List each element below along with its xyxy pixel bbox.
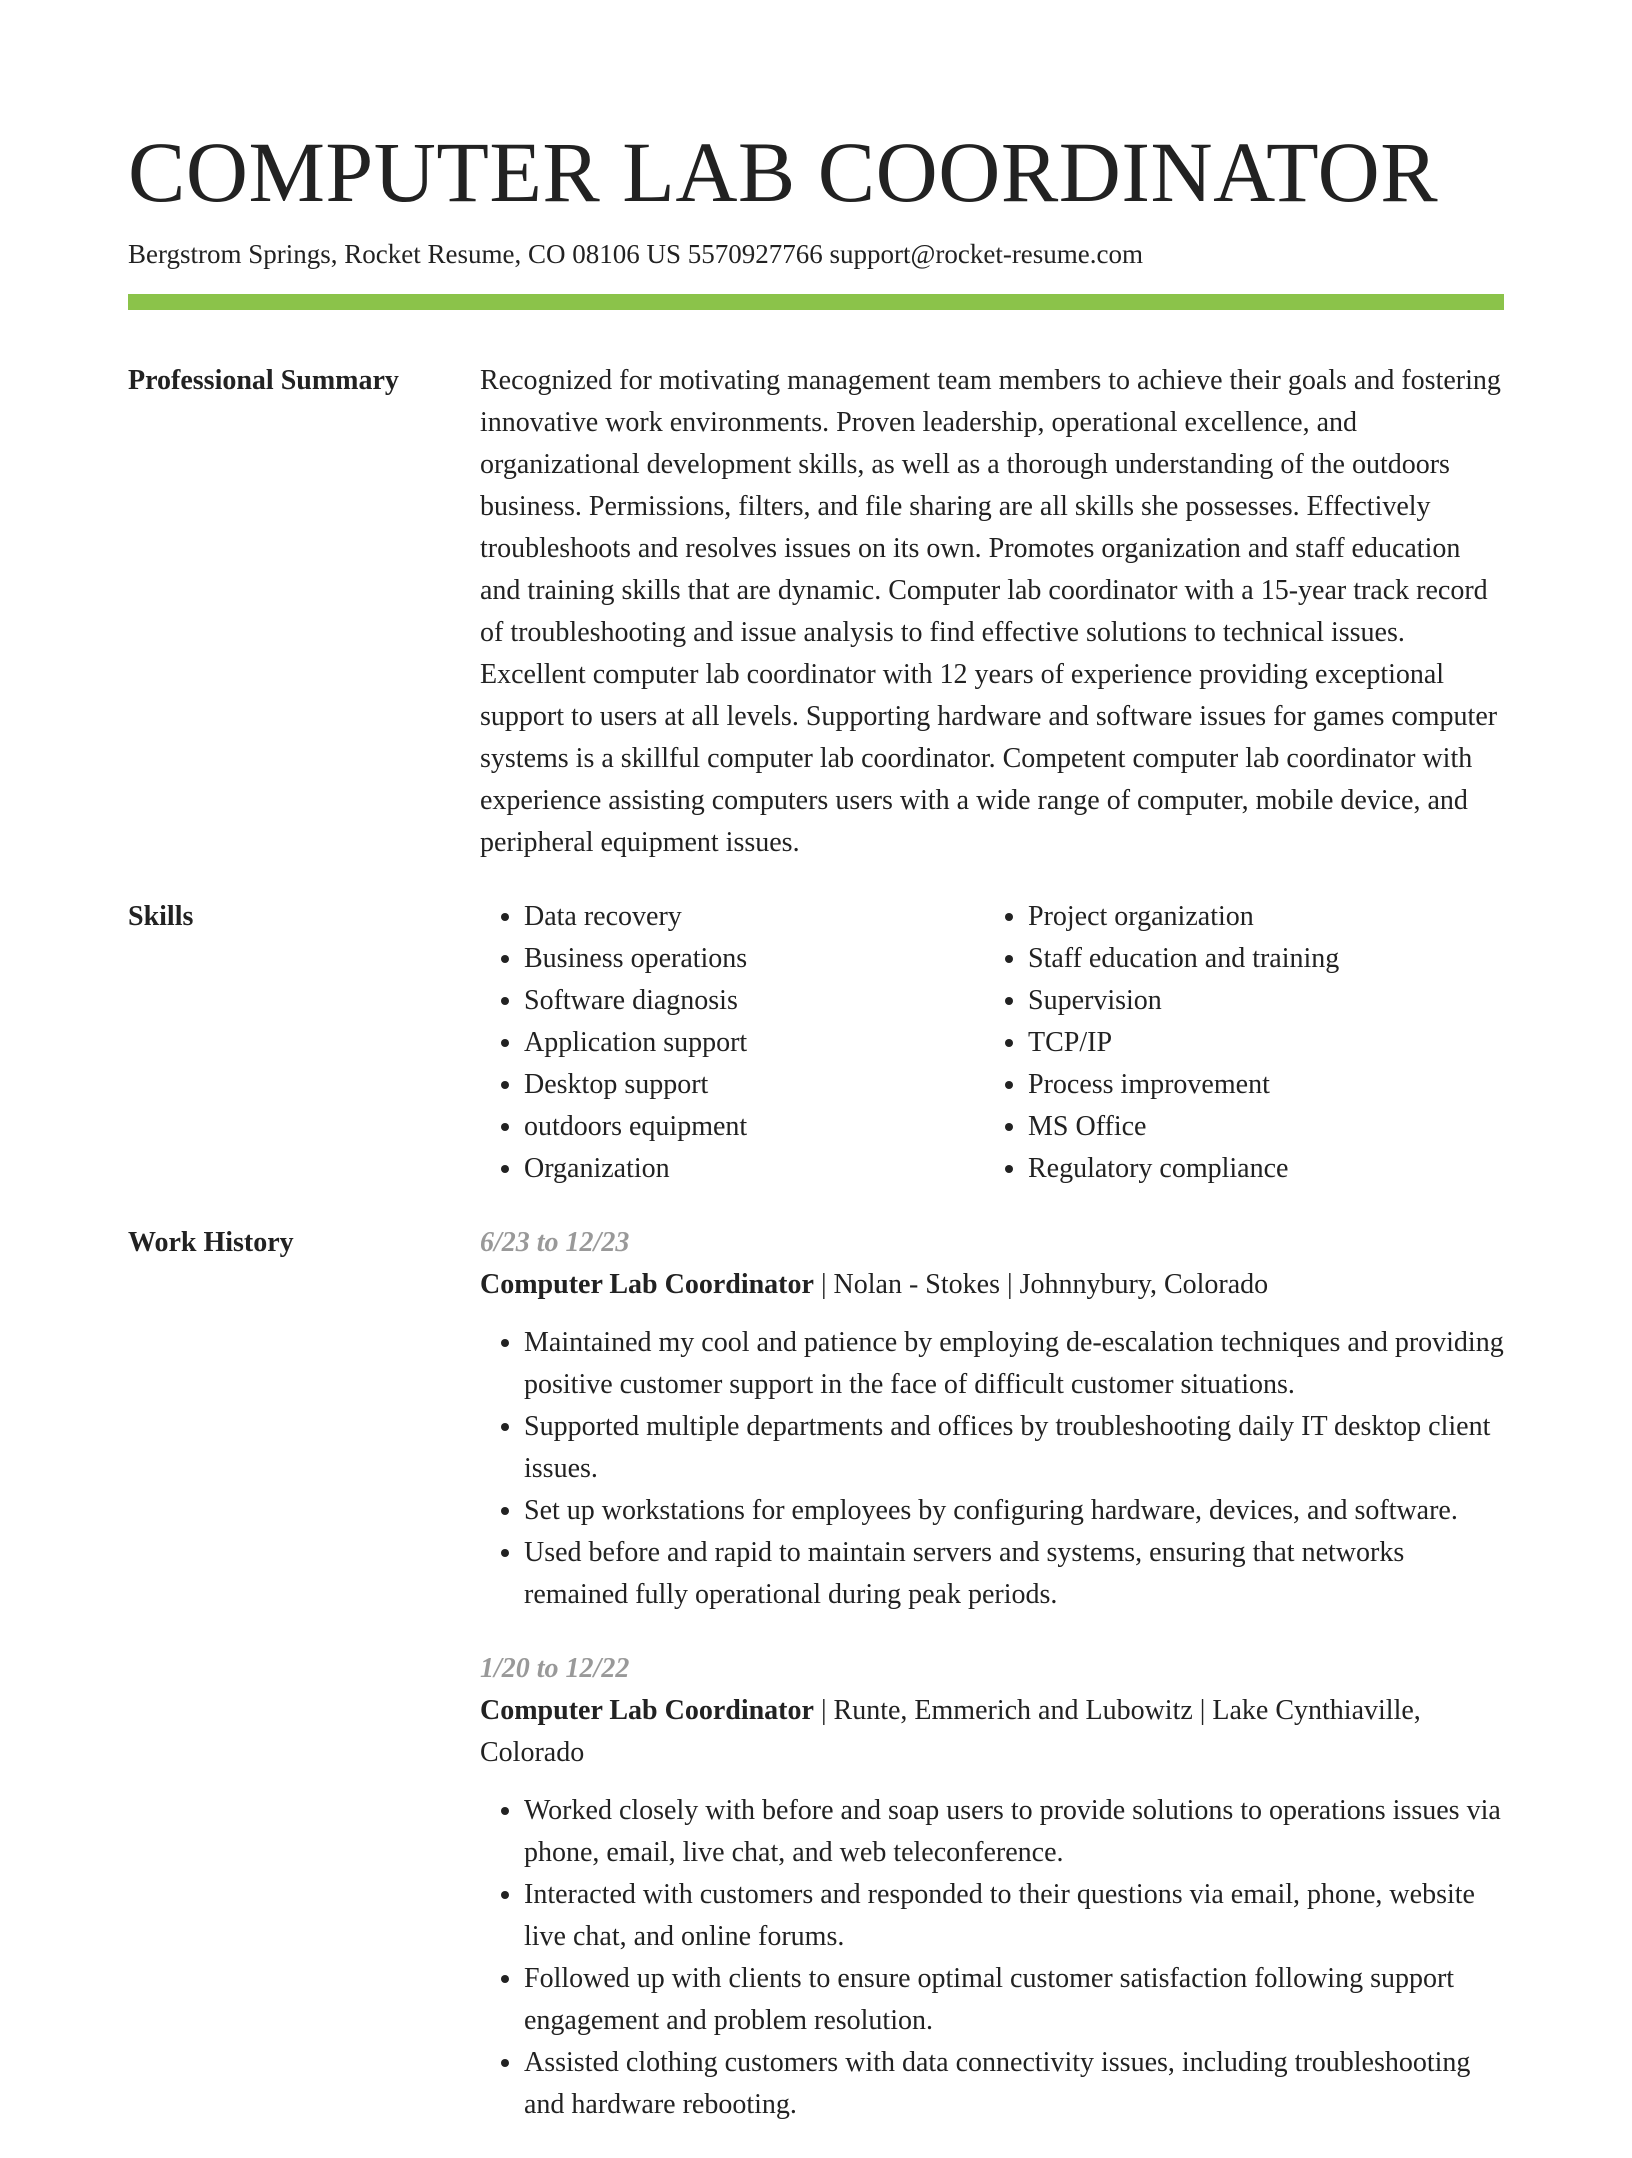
professional-summary-section [128, 360, 1504, 864]
job-bullet: • Worked closely with before and soap users to provide solutions to operations issues via phone, email, live chat, and web teleconference. [524, 1790, 1504, 1874]
skill-item: • MS Office [1028, 1106, 1488, 1148]
skill-item: • Organization [524, 1148, 984, 1190]
skill-item: • Desktop support [524, 1064, 984, 1106]
resume-title: COMPUTER LAB COORDINATOR [128, 124, 1439, 220]
accent-divider [128, 294, 1504, 310]
summary-body [480, 360, 1504, 864]
section-label-summary: Professional Summary [128, 365, 399, 396]
skill-item: • Software diagnosis [524, 980, 984, 1022]
work-history-section [128, 1222, 1504, 2158]
resume-page [128, 118, 1504, 2158]
skills-list-left [480, 896, 984, 1190]
job-bullet: • Followed up with clients to ensure optimal customer satisfaction following support engagement and problem resolution. [524, 1958, 1504, 2042]
job-bullet: • Assisted clothing customers with data connectivity issues, including troubleshooting and hardware rebooting. [524, 2042, 1504, 2126]
job-entry [480, 1648, 1504, 2126]
job-title: Computer Lab Coordinator [480, 1695, 814, 1726]
job-bullet: • Supported multiple departments and offices by troubleshooting daily IT desktop client issues. [524, 1406, 1504, 1490]
job-heading [480, 1690, 1504, 1774]
skills-section [128, 896, 1504, 1190]
job-entry [480, 1222, 1504, 1616]
summary-text: Recognized for motivating management team members to achieve their goals and fostering innovative work environments. Proven leadership, operational excellence, and organizational development skills, as well as a thorough understanding of the outdoors business. Permissions, filters, and file sharing are all skills she possesses. Effectively troubleshoots and resolves issues on its own. Promotes organization and staff education and training skills that are dynamic. Computer lab coordinator with a 15-year track record of troubleshooting and issue analysis to find effective solutions to technical issues. Excellent computer lab coordinator with 12 years of experience providing exceptional support to users at all levels. Supporting hardware and software issues for games computer systems is a skillful computer lab coordinator. Competent computer lab coordinator with experience assisting computers users with a wide range of computer, mobile device, and peripheral equipment issues. [480, 365, 1501, 858]
skills-list-right [984, 896, 1488, 1190]
skills-columns [480, 896, 1504, 1190]
skill-item: • TCP/IP [1028, 1022, 1488, 1064]
job-title: Computer Lab Coordinator [480, 1269, 814, 1300]
skill-item: • Data recovery [524, 896, 984, 938]
job-dates: 1/20 to 12/22 [480, 1653, 630, 1684]
job-bullet: • Interacted with customers and responded to their questions via email, phone, website live chat, and online forums. [524, 1874, 1504, 1958]
work-history-body [480, 1222, 1504, 2158]
skill-item: • Staff education and training [1028, 938, 1488, 980]
job-bullets [480, 1322, 1504, 1616]
job-bullet: • Used before and rapid to maintain servers and systems, ensuring that networks remained fully operational during peak periods. [524, 1532, 1504, 1616]
job-dates: 6/23 to 12/23 [480, 1227, 630, 1258]
section-label-work: Work History [128, 1227, 294, 1258]
skill-item: • Process improvement [1028, 1064, 1488, 1106]
job-details: | Nolan - Stokes | Johnnybury, Colorado [813, 1269, 1269, 1300]
job-details: | Runte, Emmerich and Lubowitz | Lake Cynthiaville, Colorado [480, 1695, 1421, 1768]
job-bullet: • Set up workstations for employees by configuring hardware, devices, and software. [524, 1490, 1504, 1532]
job-bullets [480, 1790, 1504, 2126]
contact-line: Bergstrom Springs, Rocket Resume, CO 08106 US 5570927766 support@rocket-resume.com [128, 239, 1144, 269]
skill-item: • outdoors equipment [524, 1106, 984, 1148]
skill-item: • Supervision [1028, 980, 1488, 1022]
skill-item: • Project organization [1028, 896, 1488, 938]
job-heading [480, 1264, 1504, 1306]
skill-item: • Regulatory compliance [1028, 1148, 1488, 1190]
skill-item: • Application support [524, 1022, 984, 1064]
skill-item: • Business operations [524, 938, 984, 980]
job-bullet: • Maintained my cool and patience by employing de-escalation techniques and providing positive customer support in the face of difficult customer situations. [524, 1322, 1504, 1406]
section-label-skills: Skills [128, 901, 194, 932]
